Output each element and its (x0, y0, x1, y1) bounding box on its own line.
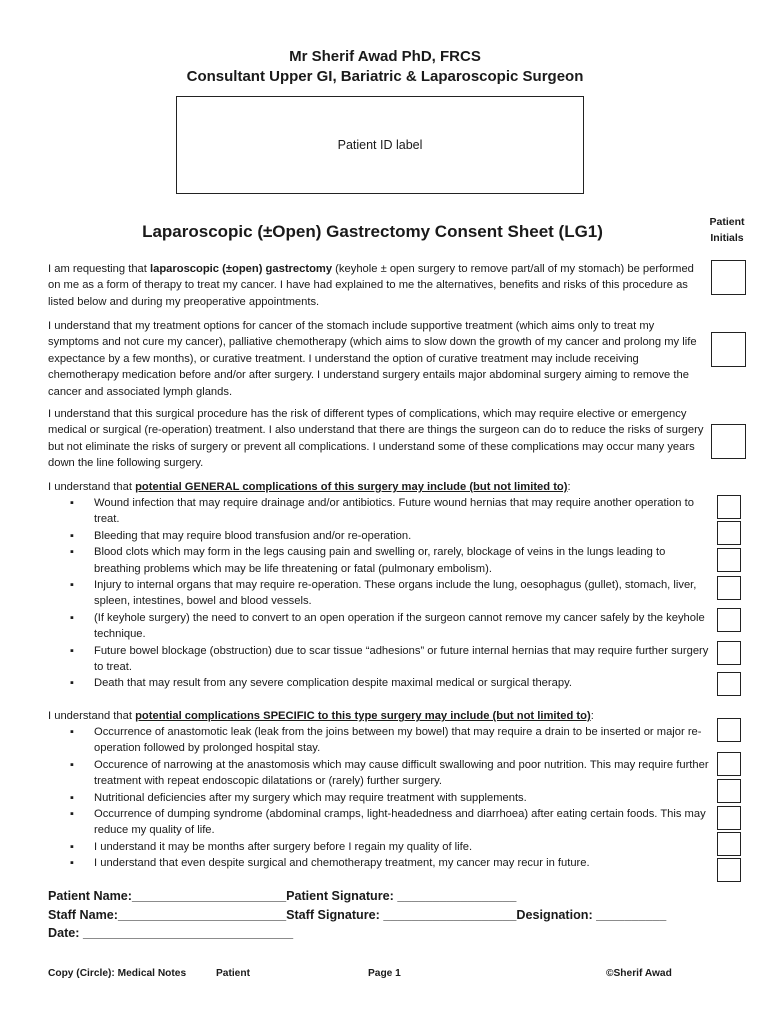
initials-checkbox-general-4[interactable] (717, 576, 741, 600)
date-line[interactable]: Date: ______________________________ (48, 926, 294, 941)
document-title: Laparoscopic (±Open) Gastrectomy Consent Sheet (LG1) (142, 222, 603, 241)
patient-id-label-text: Patient ID label (337, 138, 423, 152)
initials-checkbox-specific-3[interactable] (717, 779, 741, 803)
consent-paragraph-1 (48, 261, 708, 310)
initials-checkbox-general-7[interactable] (717, 672, 741, 696)
initials-checkbox-general-1[interactable] (717, 495, 741, 519)
list-item: ▪ (If keyhole surgery) the need to convert to an open operation if the surgeon cannot remove my cancer safely by the keyhole technique. (70, 610, 710, 643)
footer-copy-medical-notes: Copy (Circle): Medical Notes (48, 968, 187, 979)
list-item: ▪ Occurrence of dumping syndrome (abdominal cramps, light-headedness and diarrhoea) after eating certain foods. This may reduce my quality of life. (70, 806, 710, 839)
initials-checkbox-specific-5[interactable] (717, 832, 741, 856)
list-item: ▪ Injury to internal organs that may require re-operation. These organs include the lung, oesophagus (gullet), stomach, liver, spleen, intestines, bowel and blood vessels. (70, 577, 710, 610)
surgeon-role: Consultant Upper GI, Bariatric & Laparoscopic Surgeon (186, 68, 584, 85)
list-item: ▪ Future bowel blockage (obstruction) due to scar tissue “adhesions” or future internal hernias that may require further surgery to treat. (70, 643, 710, 676)
specific-complications-lead (48, 708, 708, 724)
list-item: ▪ I understand it may be months after surgery before I regain my quality of life. (70, 839, 710, 855)
list-item: ▪ Occurence of narrowing at the anastomosis which may cause difficult swallowing and poor nutrition. This may require further treatment with repeat endoscopic dilatations or (rarely) further surgery. (70, 757, 710, 790)
patient-initials-line-1: Patient (709, 216, 745, 228)
staff-name-signature-line[interactable]: Staff Name:________________________Staff Signature: ___________________Designation: __________ (48, 907, 667, 922)
initials-checkbox-para2[interactable] (711, 332, 746, 367)
general-lead-after: : (567, 481, 571, 493)
patient-initials-heading (694, 214, 760, 246)
list-item: ▪ Occurrence of anastomotic leak (leak from the joins between my bowel) that may require a drain to be inserted or major re-operation followed by prolonged hospital stay. (70, 724, 710, 757)
general-complications-lead (48, 479, 708, 495)
general-lead-underlined: potential GENERAL complications of this surgery may include (but not limited to) (135, 481, 568, 493)
list-item: ▪ Death that may result from any severe complication despite maximal medical or surgical therapy. (70, 675, 710, 691)
list-item: ▪ Nutritional deficiencies after my surgery which may require treatment with supplements. (70, 790, 710, 806)
initials-checkbox-general-2[interactable] (717, 521, 741, 545)
signature-block (48, 887, 748, 943)
initials-checkbox-para3[interactable] (711, 424, 746, 459)
initials-checkbox-specific-2[interactable] (717, 752, 741, 776)
para1-text-after: (keyhole ± open surgery to remove part/all of my stomach) be performed on me as a form of therapy to treat my cancer. I have had explained to me the alternatives, benefits and risks of this procedure as listed below and during my preoperative appointments. (48, 263, 694, 308)
general-lead-before: I understand that (48, 481, 136, 493)
specific-lead-before: I understand that (48, 710, 136, 722)
patient-name-signature-line[interactable]: Patient Name:______________________Patient Signature: _________________ (48, 889, 517, 903)
initials-checkbox-para1[interactable] (711, 260, 746, 295)
list-item: ▪ Bleeding that may require blood transfusion and/or re-operation. (70, 528, 710, 544)
para1-text-before: I am requesting that (48, 263, 150, 275)
list-item: ▪ Wound infection that may require drainage and/or antibiotics. Future wound hernias that may require another operation to treat. (70, 495, 710, 528)
footer-copyright: ©Sherif Awad (606, 968, 672, 979)
footer-page-number: Page 1 (368, 968, 401, 979)
footer-copy-patient: Patient (216, 968, 250, 979)
list-item: ▪ Blood clots which may form in the legs causing pain and swelling or, rarely, blockage of veins in the lungs leading to breathing problems which may be life threatening or fatal (pulmonary embolism). (70, 544, 710, 577)
specific-lead-after: : (590, 710, 594, 722)
general-complications-list (70, 495, 710, 692)
initials-checkbox-general-3[interactable] (717, 548, 741, 572)
para1-procedure-name: laparoscopic (±open) gastrectomy (150, 263, 333, 275)
consent-paragraph-3: I understand that this surgical procedure has the risk of different types of complications, which may require elective or emergency medical or surgical (re-operation) treatment. I also understand that there are things the surgeon can do to reduce the risks of surgery but not eliminate the risks of surgery or prevent all complications. I understand some of these complications may occur many years down the line following surgery. (48, 408, 704, 470)
initials-checkbox-specific-4[interactable] (717, 806, 741, 830)
consent-paragraph-2: I understand that my treatment options for cancer of the stomach include supportive treatment (which aims only to treat my symptoms and not cure my cancer), palliative chemotherapy (which aims to slow down the growth of my cancer and prolong my life expectance by a few months), or curative treatment. I understand the option of curative treatment may include receiving chemotherapy medication before and/or after surgery. I understand surgery entails major abdominal surgery aiming to remove the cancer and associated lymph glands. (48, 320, 697, 398)
initials-checkbox-specific-6[interactable] (717, 858, 741, 882)
patient-id-label-box (176, 96, 584, 194)
initials-checkbox-general-5[interactable] (717, 608, 741, 632)
initials-checkbox-general-6[interactable] (717, 641, 741, 665)
surgeon-name: Mr Sherif Awad PhD, FRCS (289, 48, 481, 65)
patient-initials-line-2: Initials (710, 232, 744, 244)
specific-complications-list (70, 724, 710, 872)
initials-checkbox-specific-1[interactable] (717, 718, 741, 742)
specific-lead-underlined: potential complications SPECIFIC to this type surgery may include (but not limited to) (135, 710, 591, 722)
list-item: ▪ I understand that even despite surgical and chemotherapy treatment, my cancer may recur in future. (70, 855, 710, 871)
